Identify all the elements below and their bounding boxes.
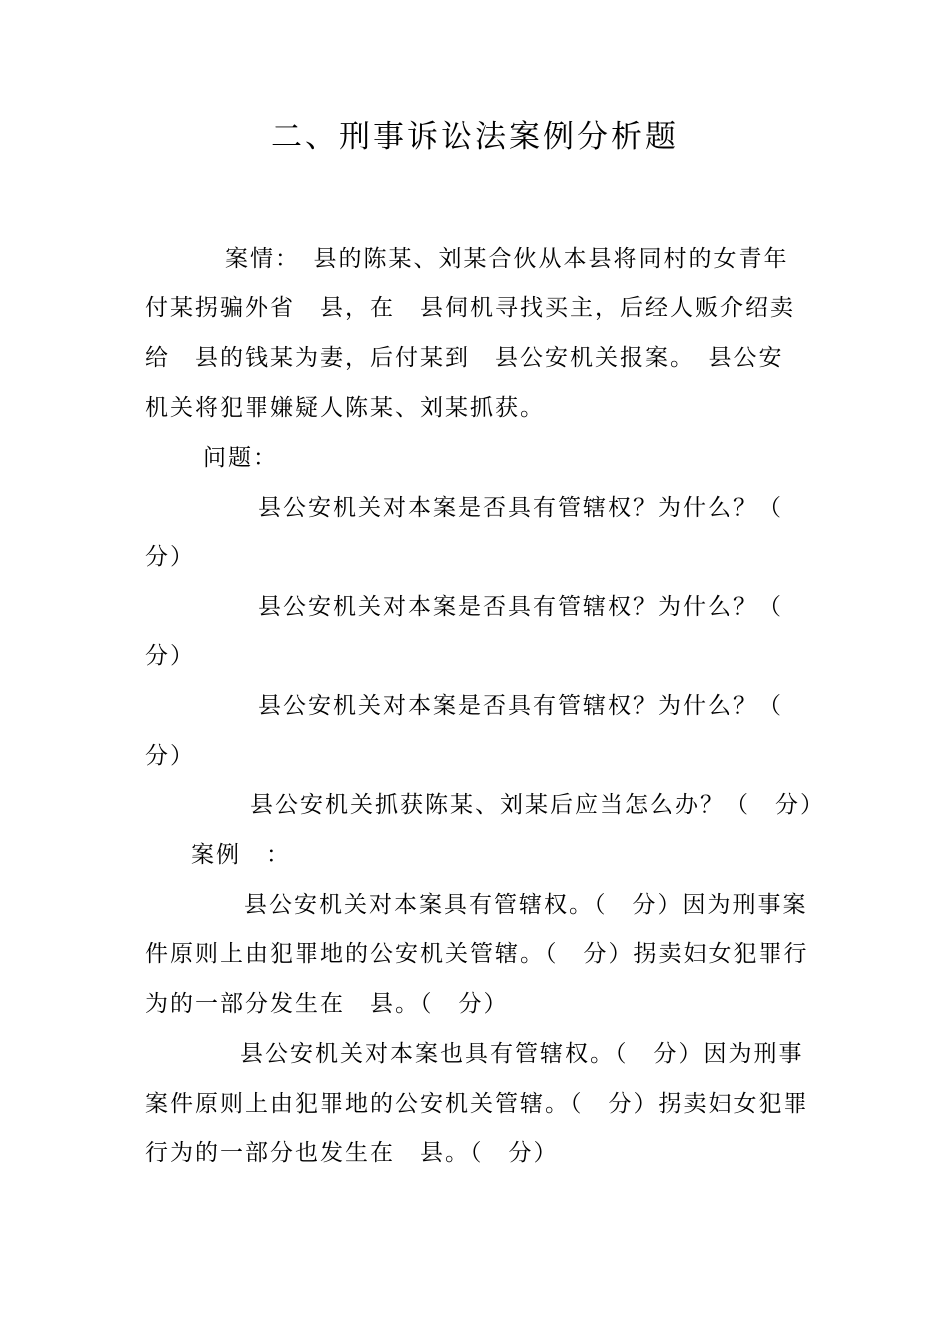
case-facts-line-4: 机关将犯罪嫌疑人陈某、刘某抓获。: [145, 395, 545, 421]
page-title: 二、刑事诉讼法案例分析题: [271, 119, 679, 155]
question-1-line-1: 县公安机关对本案是否具有管辖权？为什么？（: [258, 495, 783, 521]
answer-2-line-1: 县公安机关对本案也具有管辖权。（ 分）因为刑事: [240, 1041, 804, 1067]
case-facts-line-1: 案情： 县的陈某、刘某合伙从本县将同村的女青年: [225, 246, 789, 272]
answer-heading: 案例 ：: [191, 842, 291, 868]
question-3-line-1: 县公安机关对本案是否具有管辖权？为什么？（: [258, 693, 783, 719]
answer-1-line-3: 为的一部分发生在 县。（ 分）: [145, 991, 509, 1017]
question-3-line-2: 分）: [145, 743, 195, 769]
answer-1-line-1: 县公安机关对本案具有管辖权。（ 分）因为刑事案: [244, 892, 808, 918]
questions-heading: 问题：: [203, 445, 278, 471]
question-1-line-2: 分）: [145, 544, 195, 570]
question-2-line-1: 县公安机关对本案是否具有管辖权？为什么？（: [258, 594, 783, 620]
answer-2-line-2: 案件原则上由犯罪地的公安机关管辖。（ 分）拐卖妇女犯罪: [145, 1091, 809, 1117]
answer-2-line-3: 行为的一部分也发生在 县。（ 分）: [145, 1140, 559, 1166]
question-4-line-1: 县公安机关抓获陈某、刘某后应当怎么办？（ 分）: [250, 792, 825, 818]
case-facts-line-2: 付某拐骗外省 县，在 县伺机寻找买主，后经人贩介绍卖: [145, 295, 795, 321]
question-2-line-2: 分）: [145, 643, 195, 669]
answer-1-line-2: 件原则上由犯罪地的公安机关管辖。（ 分）拐卖妇女犯罪行: [145, 941, 809, 967]
case-facts-line-3: 给 县的钱某为妻，后付某到 县公安机关报案。 县公安: [145, 345, 784, 371]
